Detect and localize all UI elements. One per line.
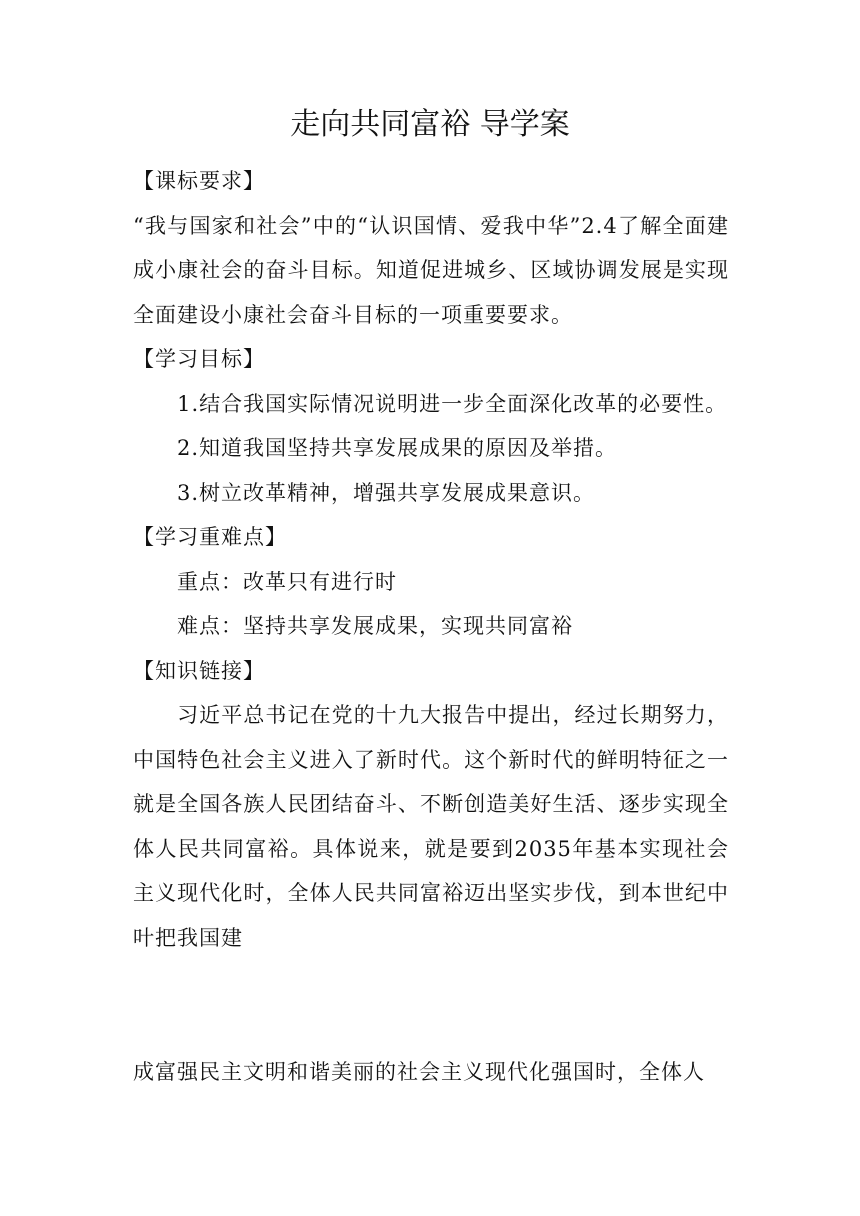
document-body (133, 159, 729, 960)
goal-item-3: 3.树立改革精神，增强共享发展成果意识。 (177, 480, 596, 505)
keypoint-key: 重点：改革只有进行时 (177, 569, 397, 594)
standards-paragraph: “我与国家和社会”中的“认识国情、爱我中华”2.4了解全面建成小康社会的奋斗目标。知道促进城乡、区域协调发展是实现全面建设小康社会奋斗目标的一项重要要求。 (133, 213, 729, 327)
section-heading-knowledge: 【知识链接】 (133, 658, 265, 683)
knowledge-paragraph-part1: 习近平总书记在党的十九大报告中提出，经过长期努力，中国特色社会主义进入了新时代。这个新时代的鲜明特征之一就是全国各族人民团结奋斗、不断创造美好生活、逐步实现全体人民共同富裕。具体说来，就是要到2035年基本实现社会主义现代化时，全体人民共同富裕迈出坚实步伐，到本世纪中叶把我国建 (133, 703, 729, 950)
section-heading-standards: 【课标要求】 (133, 169, 265, 193)
document-title: 走向共同富裕 导学案 (290, 107, 570, 142)
section-heading-goals: 【学习目标】 (133, 347, 265, 371)
document-body-continued (133, 1050, 729, 1095)
keypoint-difficult: 难点：坚持共享发展成果，实现共同富裕 (177, 614, 573, 638)
knowledge-paragraph-part2: 成富强民主文明和谐美丽的社会主义现代化强国时，全体人 (133, 1060, 705, 1084)
goal-item-1: 1.结合我国实际情况说明进一步全面深化改革的必要性。 (177, 391, 728, 416)
goal-item-2: 2.知道我国坚持共享发展成果的原因及举措。 (177, 436, 618, 460)
section-heading-keypoints: 【学习重难点】 (133, 525, 287, 549)
